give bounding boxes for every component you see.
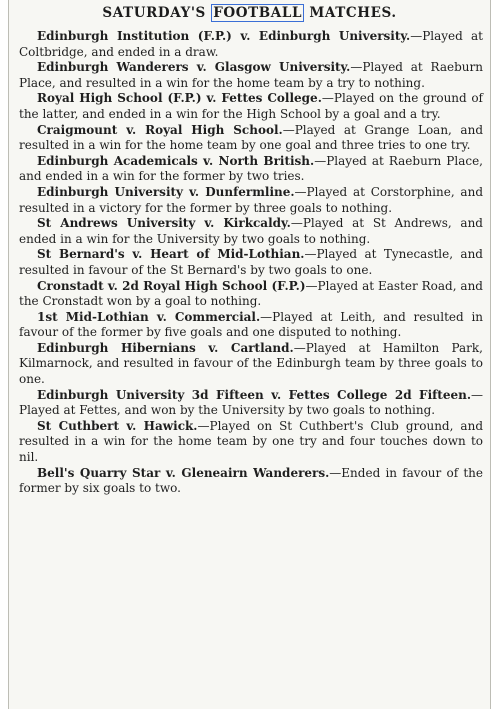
match-result: —Played at Leith, and resulted in favour of the former by five goals and one disputed to nothing. bbox=[19, 309, 484, 340]
match-teams: St Andrews University v. Kirkcaldy. bbox=[37, 216, 291, 231]
match-report bbox=[19, 154, 483, 185]
match-result: —Played at Easter Road, and the Cronstadt won by a goal to nothing. bbox=[19, 278, 483, 309]
match-teams: Edinburgh Institution (F.P.) v. Edinburgh University. bbox=[37, 29, 411, 43]
match-teams: Edinburgh Wanderers v. Glasgow University. bbox=[37, 60, 351, 75]
match-teams: Edinburgh University 3d Fifteen v. Fettes College 2d Fifteen. bbox=[37, 387, 471, 402]
match-report bbox=[19, 279, 483, 310]
match-result: —Ended in favour of the former by six goals to two. bbox=[19, 465, 483, 496]
match-report bbox=[19, 29, 483, 60]
article-heading bbox=[9, 5, 490, 21]
match-report bbox=[19, 91, 483, 122]
match-report bbox=[19, 216, 483, 247]
heading-prefix: SATURDAY'S bbox=[102, 5, 212, 21]
match-result: —Played at Grange Loan, and resulted in a win for the home team by one goal and three tries to one try. bbox=[19, 122, 483, 153]
match-report bbox=[19, 185, 483, 216]
match-report bbox=[19, 123, 483, 154]
match-report bbox=[19, 341, 483, 388]
match-teams: St Cuthbert v. Hawick. bbox=[37, 418, 198, 433]
match-report bbox=[19, 466, 483, 497]
match-result: —Played at Corstorphine, and resulted in a victory for the former by three goals to nothing. bbox=[19, 184, 483, 215]
article-body bbox=[19, 29, 483, 497]
search-highlight: FOOTBALL bbox=[213, 5, 303, 21]
match-result: —Played at Coltbridge, and ended in a draw. bbox=[19, 29, 483, 59]
match-report bbox=[19, 310, 483, 341]
match-teams: Cronstadt v. 2d Royal High School (F.P.) bbox=[37, 278, 306, 293]
heading-suffix: MATCHES. bbox=[304, 5, 397, 21]
match-report bbox=[19, 247, 483, 278]
match-teams: Edinburgh Hibernians v. Cartland. bbox=[37, 340, 294, 355]
match-result: —Played on St Cuthbert's Club ground, and resulted in a win for the home team by one try and four touches down to nil. bbox=[19, 418, 483, 465]
match-teams: St Bernard's v. Heart of Mid-Lothian. bbox=[37, 247, 305, 262]
match-result: —Played at Raeburn Place, and ended in a win for the former by two tries. bbox=[19, 153, 483, 184]
match-teams: Bell's Quarry Star v. Gleneairn Wanderers. bbox=[37, 465, 330, 480]
match-result: —Played at Fettes, and won by the University by two goals to nothing. bbox=[19, 387, 483, 418]
match-teams: Craigmount v. Royal High School. bbox=[37, 122, 283, 137]
match-teams: Edinburgh Academicals v. North British. bbox=[37, 153, 315, 168]
match-teams: Royal High School (F.P.) v. Fettes College. bbox=[37, 91, 322, 106]
match-report bbox=[19, 60, 483, 91]
match-teams: 1st Mid-Lothian v. Commercial. bbox=[37, 309, 261, 324]
match-result: —Played at Hamilton Park, Kilmarnock, and resulted in favour of the Edinburgh team by three goals to one. bbox=[19, 340, 483, 387]
match-report bbox=[19, 388, 483, 419]
match-result: —Played at Raeburn Place, and resulted in a win for the home team by a try to nothing. bbox=[19, 60, 483, 90]
match-teams: Edinburgh University v. Dunfermline. bbox=[37, 184, 295, 199]
match-report bbox=[19, 419, 483, 466]
match-result: —Played on the ground of the latter, and ended in a win for the High School by a goal and a try. bbox=[19, 91, 483, 121]
match-result: —Played at St Andrews, and ended in a win for the University by two goals to nothing. bbox=[19, 216, 483, 246]
match-result: —Played at Tynecastle, and resulted in favour of the St Bernard's by two goals to one. bbox=[19, 247, 483, 277]
newspaper-clipping bbox=[8, 0, 491, 709]
